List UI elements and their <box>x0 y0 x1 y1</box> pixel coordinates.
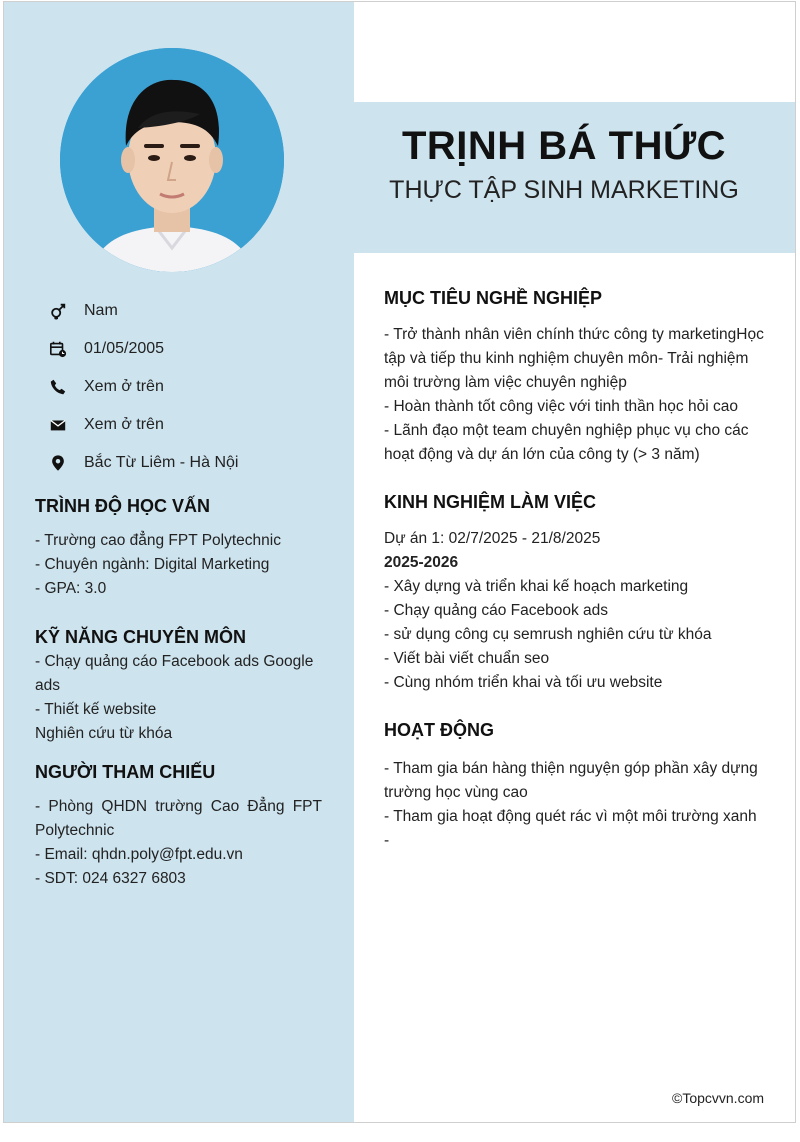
skills-line: Nghiên cứu từ khóa <box>35 725 173 742</box>
experience-line: - sử dụng công cụ semrush nghiên cứu từ khóa <box>384 626 712 643</box>
experience-line: - Xây dựng và triển khai kế hoạch marketing <box>384 578 689 595</box>
objective-title: MỤC TIÊU NGHỀ NGHIỆP <box>384 288 603 308</box>
info-birthday <box>48 330 338 368</box>
resume-page <box>3 1 796 1123</box>
objective-line: - Hoàn thành tốt công việc với tinh thần học hỏi cao <box>384 398 738 415</box>
job-title: THỰC TẬP SINH MARKETING <box>389 176 739 204</box>
experience-line: - Viết bài viết chuẩn seo <box>384 650 550 667</box>
info-birthday-text: 01/05/2005 <box>84 340 165 357</box>
info-phone-text: Xem ở trên <box>84 378 164 395</box>
experience-project: Dự án 1: 02/7/2025 - 21/8/2025 <box>384 530 601 547</box>
info-location-text: Bắc Từ Liêm - Hà Nội <box>84 454 239 471</box>
education-line: - Trường cao đẳng FPT Polytechnic <box>35 532 281 549</box>
avatar-photo <box>60 48 284 272</box>
copyright: ©Topcvvn.com <box>672 1090 765 1106</box>
skills-line: - Thiết kế website <box>35 701 157 718</box>
references-line: - SDT: 024 6327 6803 <box>35 870 186 887</box>
email-icon <box>48 415 68 435</box>
info-email <box>48 406 338 444</box>
experience-line: - Cùng nhóm triển khai và tối ưu website <box>384 674 663 691</box>
gender-icon <box>48 301 68 321</box>
experience-section <box>384 492 766 695</box>
calendar-icon <box>48 339 68 359</box>
info-location <box>48 444 338 482</box>
references-section <box>35 762 322 891</box>
experience-line: - Chạy quảng cáo Facebook ads <box>384 602 609 619</box>
personal-info <box>48 292 338 482</box>
education-title: TRÌNH ĐỘ HỌC VẤN <box>35 496 210 516</box>
skills-section <box>35 627 322 746</box>
education-section <box>35 496 322 601</box>
education-line: - Chuyên ngành: Digital Marketing <box>35 556 270 573</box>
objective-section <box>384 288 766 467</box>
phone-icon <box>48 377 68 397</box>
skills-line: - Chạy quảng cáo Facebook ads Google ads <box>35 653 314 694</box>
avatar <box>60 48 284 272</box>
candidate-name: TRỊNH BÁ THỨC <box>401 124 727 168</box>
location-icon <box>48 453 68 473</box>
experience-period: 2025-2026 <box>384 554 459 571</box>
references-line: - Email: qhdn.poly@fpt.edu.vn <box>35 846 243 863</box>
objective-line: - Trở thành nhân viên chính thức công ty marketingHọc tập và tiếp thu kinh nghiệm chuyên môn- Trải nghiệm môi trường làm việc chuyên nghiệp <box>384 326 764 391</box>
education-line: - GPA: 3.0 <box>35 580 107 597</box>
objective-line: - Lãnh đạo một team chuyên nghiệp phục vụ cho các hoạt động và dự án lớn của công ty (> 3 năm) <box>384 422 749 463</box>
references-line: - Phòng QHDN trường Cao Đẳng FPT Polytechnic <box>35 798 322 839</box>
info-email-text: Xem ở trên <box>84 416 164 433</box>
activities-line: - Tham gia hoạt động quét rác vì một môi trường xanh <box>384 808 757 825</box>
references-title: NGƯỜI THAM CHIẾU <box>35 762 216 782</box>
experience-title: KINH NGHIỆM LÀM VIỆC <box>384 492 597 512</box>
activities-section <box>384 720 766 853</box>
info-gender-text: Nam <box>84 302 118 319</box>
activities-title: HOẠT ĐỘNG <box>384 720 494 740</box>
activities-line: - Tham gia bán hàng thiện nguyện góp phần xây dựng trường học vùng cao <box>384 760 758 801</box>
skills-title: KỸ NĂNG CHUYÊN MÔN <box>35 627 247 647</box>
info-gender <box>48 292 338 330</box>
activities-line: - <box>384 832 390 849</box>
info-phone <box>48 368 338 406</box>
